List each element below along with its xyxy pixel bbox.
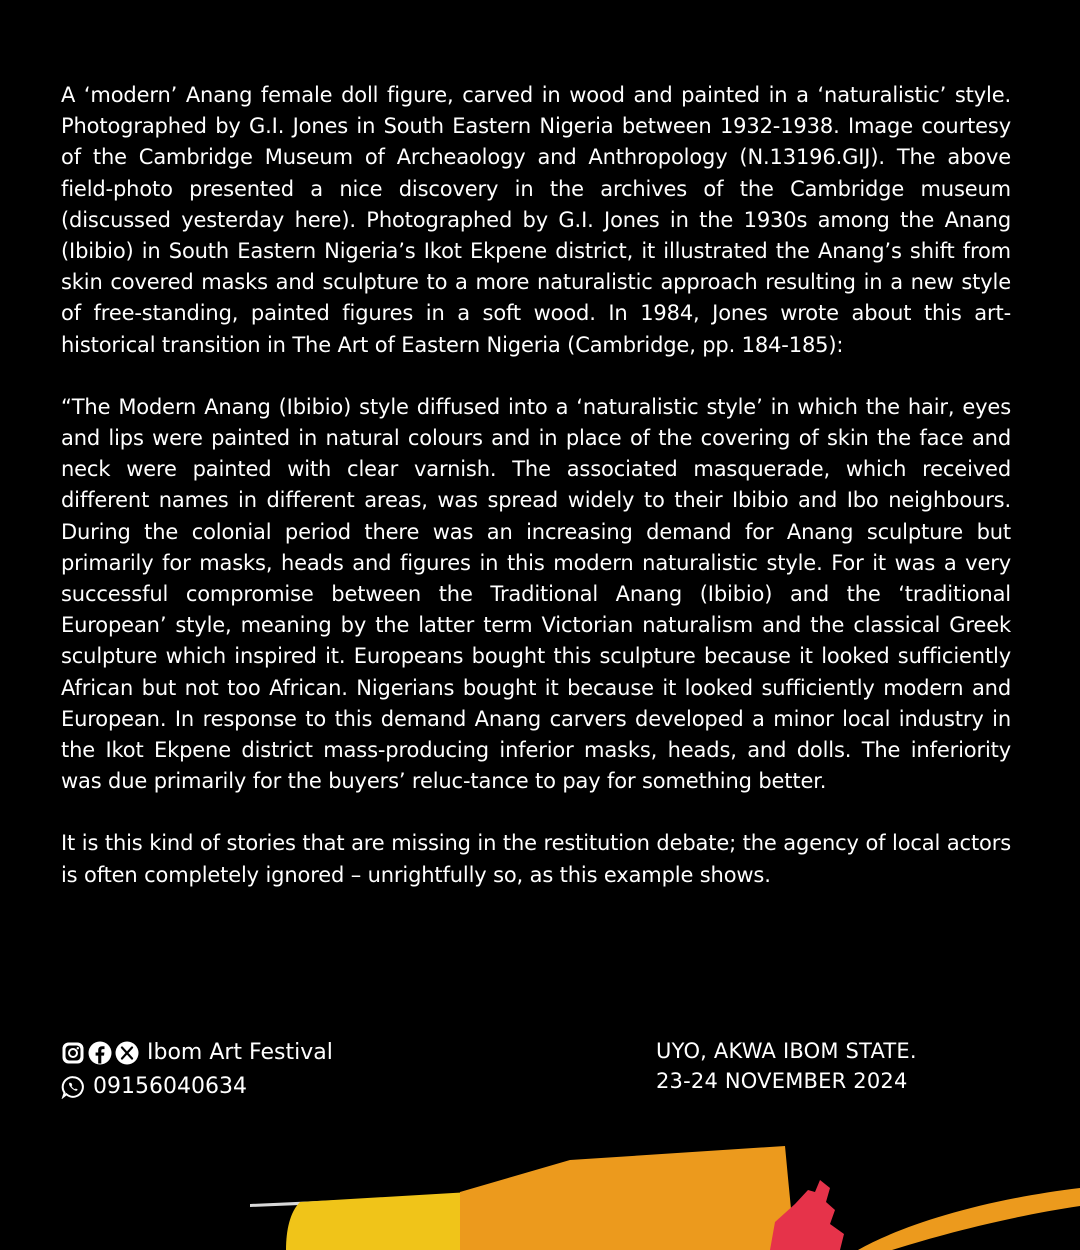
decorative-art-shapes <box>0 1130 1080 1250</box>
social-handle: Ibom Art Festival <box>147 1040 333 1065</box>
art-orange-stroke <box>858 1188 1080 1250</box>
paragraph-quote: “The Modern Anang (Ibibio) style diffused into a ‘naturalistic style’ in which the hair, eyes and lips were painted in natural colours and in place of the covering of skin the face and neck were painted with clear varnish. The associated masquerade, which received different names in different areas, was spread widely to their Ibibio and Ibo neighbours. During the colonial period there was an increasing demand for Anang sculpture but primarily for masks, heads and figures in this modern naturalistic style. For it was a very successful compromise between the Traditional Anang (Ibibio) and the ‘traditional European’ style, meaning by the latter term Victorian naturalism and the classical Greek sculpture which inspired it. Europeans bought this sculpture because it looked sufficiently African but not too African. Nigerians bought it because it looked sufficiently modern and European. In response to this demand Anang carvers developed a minor local industry in the Ikot Ekpene district mass-producing inferior masks, heads, and dolls. The inferiority was due primarily for the buyers’ reluc-tance to pay for something better. <box>61 394 1011 794</box>
event-dates: 23-24 NOVEMBER 2024 <box>656 1069 908 1093</box>
whatsapp-number: 09156040634 <box>93 1074 247 1099</box>
paragraph-closing: It is this kind of stories that are missing in the restitution debate; the agency of local actors is often completely ignored – unrightfully so, as this example shows. <box>61 831 1011 887</box>
contact-block <box>61 1036 333 1104</box>
art-yellow-shape <box>286 1192 470 1250</box>
x-icon[interactable] <box>115 1041 139 1065</box>
art-orange-shape <box>460 1146 795 1250</box>
article-body <box>61 80 1011 922</box>
whatsapp-icon[interactable] <box>61 1075 85 1099</box>
whatsapp-row <box>61 1070 333 1104</box>
paragraph-intro: A ‘modern’ Anang female doll figure, carved in wood and painted in a ‘naturalistic’ style. Photographed by G.I. Jones in South Eastern Nigeria between 1932-1938. Image courtesy of the Cambridge Museum of Archeaology and Anthropology (N.13196.GIJ). The above field-photo presented a nice discovery in the archives of the Cambridge museum (discussed yesterday here). Photographed by G.I. Jones in the 1930s among the Anang (Ibibio) in South Eastern Nigeria’s Ikot Ekpene district, it illustrated the Anang’s shift from skin covered masks and sculpture to a more naturalistic approach resulting in a new style of free-standing, painted figures in a soft wood. In 1984, Jones wrote about this art-historical transition in The Art of Eastern Nigeria (Cambridge, pp. 184-185): <box>61 83 1011 357</box>
facebook-icon[interactable] <box>88 1041 112 1065</box>
social-row <box>61 1036 333 1070</box>
instagram-icon[interactable] <box>61 1041 85 1065</box>
event-info <box>656 1036 917 1096</box>
event-location: UYO, AKWA IBOM STATE. <box>656 1039 917 1063</box>
